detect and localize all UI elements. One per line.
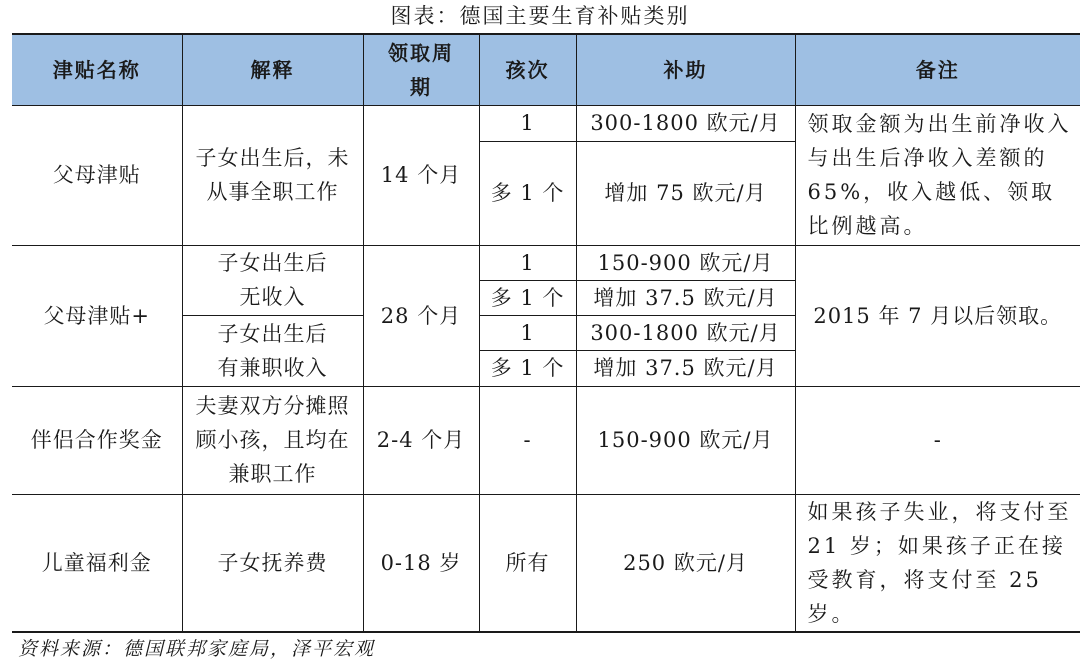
header-child-order: 孩次 xyxy=(479,34,576,105)
header-subsidy: 补助 xyxy=(576,34,795,105)
table-row xyxy=(12,494,1080,632)
parental-plus-name: 父母津贴+ xyxy=(12,245,182,386)
partner-name: 伴侣合作奖金 xyxy=(12,386,182,494)
table-row xyxy=(12,245,1080,280)
parental-plus-child-1a: 1 xyxy=(479,245,576,280)
figure-title: 图表：德国主要生育补贴类别 xyxy=(390,4,690,28)
parental-child-1: 1 xyxy=(479,105,576,141)
parental-plus-child-1b: 1 xyxy=(479,315,576,350)
source-note: 资料来源：德国联邦家庭局，泽平宏观 xyxy=(18,638,376,660)
header-period: 领取周期 xyxy=(363,34,479,105)
header-name: 津贴名称 xyxy=(12,34,182,105)
header-explain: 解释 xyxy=(182,34,363,105)
parental-plus-amount-more-b: 增加 37.5 欧元/月 xyxy=(576,350,795,386)
parental-plus-child-more-a: 多 1 个 xyxy=(479,280,576,315)
parental-plus-note: 2015 年 7 月以后领取。 xyxy=(795,245,1080,386)
partner-note: - xyxy=(795,386,1080,494)
parental-amount-more: 增加 75 欧元/月 xyxy=(576,141,795,245)
parental-plus-amount-1b: 300-1800 欧元/月 xyxy=(576,315,795,350)
parental-explain: 子女出生后，未从事全职工作 xyxy=(182,105,363,245)
parental-plus-explain-part-time: 子女出生后有兼职收入 xyxy=(182,315,363,386)
parental-period: 14 个月 xyxy=(363,105,479,245)
parental-plus-amount-more-a: 增加 37.5 欧元/月 xyxy=(576,280,795,315)
child-benefit-name: 儿童福利金 xyxy=(12,494,182,632)
parental-plus-explain-no-income: 子女出生后无收入 xyxy=(182,245,363,315)
subsidy-table xyxy=(12,33,1080,633)
partner-explain: 夫妻双方分摊照顾小孩，且均在兼职工作 xyxy=(182,386,363,494)
partner-amount: 150-900 欧元/月 xyxy=(576,386,795,494)
partner-period: 2-4 个月 xyxy=(363,386,479,494)
parental-note: 领取金额为出生前净收入与出生后净收入差额的 65%，收入越低、领取比例越高。 xyxy=(795,105,1080,245)
child-benefit-child: 所有 xyxy=(479,494,576,632)
parental-plus-child-more-b: 多 1 个 xyxy=(479,350,576,386)
header-note: 备注 xyxy=(795,34,1080,105)
parental-name: 父母津贴 xyxy=(12,105,182,245)
parental-plus-period: 28 个月 xyxy=(363,245,479,386)
child-benefit-period: 0-18 岁 xyxy=(363,494,479,632)
parental-plus-amount-1a: 150-900 欧元/月 xyxy=(576,245,795,280)
parental-child-more: 多 1 个 xyxy=(479,141,576,245)
table-row xyxy=(12,105,1080,141)
table-header-row xyxy=(12,34,1080,105)
child-benefit-explain: 子女抚养费 xyxy=(182,494,363,632)
parental-amount-1: 300-1800 欧元/月 xyxy=(576,105,795,141)
child-benefit-amount: 250 欧元/月 xyxy=(576,494,795,632)
partner-child: - xyxy=(479,386,576,494)
child-benefit-note: 如果孩子失业，将支付至 21 岁；如果孩子正在接受教育，将支付至 25 岁。 xyxy=(795,494,1080,632)
table-row xyxy=(12,386,1080,494)
